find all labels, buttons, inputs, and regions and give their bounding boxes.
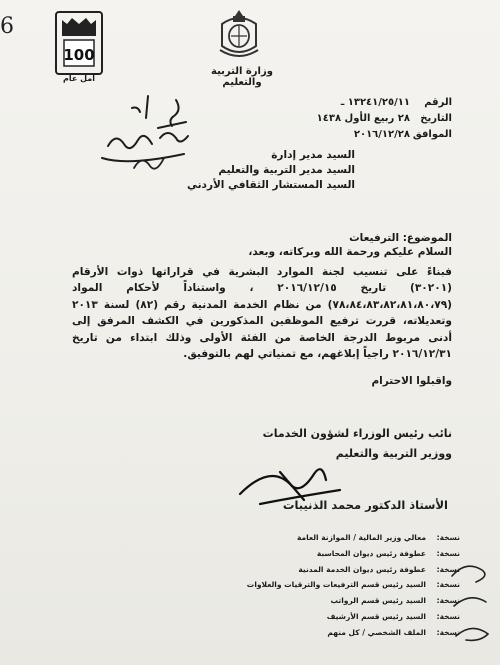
cc-item: نسخة: السيد رئيس قسم الأرشيف	[326, 611, 460, 621]
recipient-line: السيد المستشار الثقافي الأردني	[186, 179, 355, 191]
cc-item: نسخة: عطوفة رئيس ديوان الخدمة المدنية	[298, 564, 460, 574]
signature-title-1: نائب رئيس الوزراء لشؤون الخدمات	[262, 427, 452, 440]
cc-item: نسخة: عطوفة رئيس ديوان المحاسبة	[316, 548, 460, 558]
centenary-label: أمل عام	[63, 74, 95, 83]
cc-item: نسخة: السيد رئيس قسم الترفيعات والترقيات والعلاوات	[246, 580, 460, 590]
recipient-line: السيد مدير التربية والتعليم	[218, 164, 355, 176]
ref-corresponds-label: الموافق	[412, 129, 452, 140]
ref-number-value: ١٣٢٤١/٢٥/١١ ـ	[340, 97, 410, 108]
initials-scribble	[446, 556, 496, 656]
ref-date-label: التاريخ	[420, 113, 452, 124]
body-paragraph: فبناءً على تنسيب لجنة الموارد البشرية في قراراتها ذوات الأرقام (٣٠٢٠١) تاريخ ٢٠١٦/١٢/١٥ ، واستناداً لأحكام المواد (٧٨،٨٤،٨٣،٨٢،٨١،٨٠،٧٩) من نظام الخدمة المدنية رقم (٨٢) لسنة ٢٠١٣ وتعديلاته، قررت ترفيع الموظفين المذكورين في الكشف المرفق إلى أدنى مربوط الدرجة الخاصة من الفئة الأولى وذلك ابتداء من تاريخ ٢٠١٦/١٢/٣١ راجياً إبلاغهم، مع تمنياتي لهم بالتوفيق.	[72, 266, 453, 361]
cc-item: نسخة: السيد رئيس قسم الرواتب	[330, 596, 460, 606]
centenary-number: 100	[63, 46, 95, 64]
stamp-mark: 6	[0, 14, 14, 39]
ref-date-value: ٢٨ ربيع الأول ١٤٣٨	[316, 113, 410, 124]
ref-number-row	[222, 95, 452, 111]
cc-item: نسخة: معالي وزير المالية / الموازنة العامة	[296, 533, 460, 542]
cc-list	[180, 530, 460, 641]
closing-line: واقبلوا الاحترام	[371, 375, 452, 387]
ministry-name: وزارة التربية والتعليم	[211, 66, 273, 88]
ref-number-label: الرقم	[424, 97, 452, 108]
recipient-line: السيد مدير إدارة	[271, 149, 355, 161]
signer-name: الأستاذ الدكتور محمد الذنيبات	[282, 498, 448, 512]
jordan-emblem-icon	[216, 6, 262, 62]
subject-line: الموضوع: الترفيعات	[349, 232, 452, 244]
ref-corresponds-row	[222, 127, 452, 143]
greeting: السلام عليكم ورحمة الله وبركاته، وبعد،	[248, 246, 452, 258]
recipients-list	[95, 148, 355, 193]
reference-block	[222, 95, 452, 143]
signature-title-2: ووزير التربية والتعليم	[335, 447, 452, 460]
cc-item: نسخة: الملف الشخصي / كل منهم	[327, 627, 460, 637]
ref-date-row	[222, 111, 452, 127]
ref-corresponds-value: ٢٠١٦/١٢/٢٨	[353, 129, 410, 140]
centenary-logo	[54, 10, 104, 82]
